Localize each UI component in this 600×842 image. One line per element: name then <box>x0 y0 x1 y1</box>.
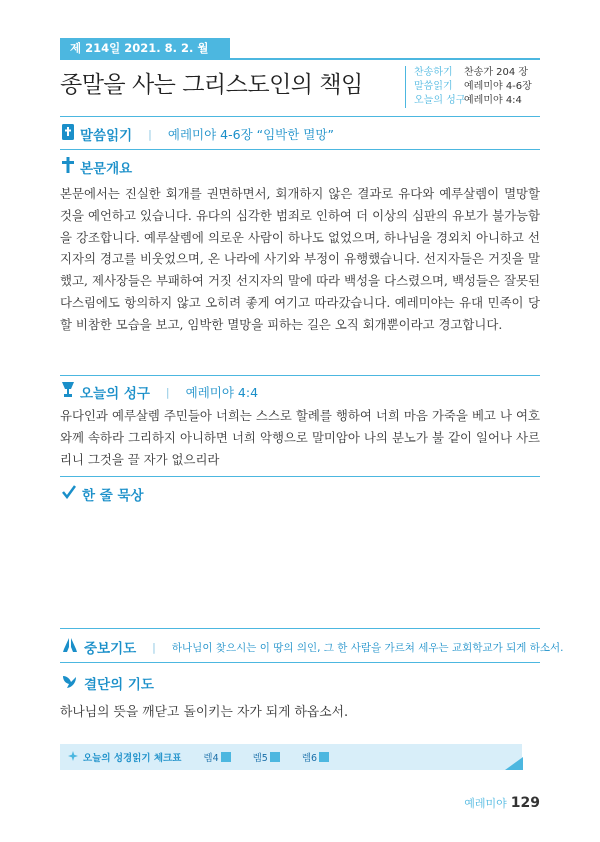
verse-text: 유다인과 예루살렘 주민들아 너희는 스스로 할례를 행하여 너희 마음 가죽을 베고 나 여호와께 속하라 그리하지 아니하면 너희 악행으로 말미암아 나의 분노가 불 같이 일어나 사르리니 그것을 끌 자가 없으리라 <box>60 408 540 467</box>
bible-icon <box>62 124 74 144</box>
header-rule <box>60 58 540 60</box>
checklist-item-label: 렘5 <box>252 753 268 764</box>
checklist-item[interactable] <box>302 750 329 764</box>
decision-heading <box>62 673 154 693</box>
checklist-item[interactable] <box>253 750 280 764</box>
diamond-icon <box>68 751 78 764</box>
checklist-label: 오늘의 성경읽기 체크표 <box>83 753 182 764</box>
meta-row-verse <box>414 94 554 108</box>
summary-heading <box>62 157 132 177</box>
verse-label: 오늘의 성구 <box>80 386 150 402</box>
checkbox[interactable] <box>319 752 329 762</box>
checklist-item[interactable] <box>203 750 230 764</box>
reading-label: 말씀읽기 <box>80 128 133 144</box>
meditation-heading <box>62 484 144 504</box>
meta-panel <box>405 66 554 108</box>
checklist-item-label: 렘4 <box>203 753 219 764</box>
section-rule <box>60 662 540 663</box>
reading-reference: 예레미야 4-6장 “임박한 멸망” <box>167 127 334 142</box>
meditation-label: 한 줄 묵상 <box>82 488 144 504</box>
meta-key: 말씀읽기 <box>414 81 453 92</box>
decision-label: 결단의 기도 <box>84 677 154 693</box>
page-title: 종말을 사는 그리스도인의 책임 <box>60 72 363 98</box>
date-label: 제 214일 2021. 8. 2. 월 <box>60 38 230 58</box>
intercession-heading <box>62 637 563 657</box>
verse-heading <box>62 382 258 402</box>
meta-row-hymn <box>414 66 554 80</box>
dove-icon <box>62 673 78 693</box>
meta-row-reading <box>414 80 554 94</box>
meta-key: 찬송하기 <box>414 67 453 78</box>
divider: | <box>152 640 156 654</box>
summary-text: 본문에서는 진실한 회개를 권면하면서, 회개하지 않은 결과로 유다와 예루살렘이 멸망할 것을 예언하고 있습니다. 유다의 심각한 범죄로 인하여 더 이상의 심판의 유보가 불가능함을 강조합니다. 예루살렘에 의로운 사람이 하나도 없었으며, 하나님을 경외치 아니하고 선지자의 경고를 비웃었으며, 온 나라에 사기와 부정이 유행했습니다. 선지자들은 거짓을 말했고, 제사장들은 부패하여 거짓 선지자의 말에 따라 백성을 다스렸으며, 백성들은 잘못된 다스림에도 항의하지 않고 오히려 좋게 여기고 따라갔습니다. 예레미야는 유대 민족이 당할 비참한 모습을 보고, 임박한 멸망을 피하는 길은 오직 회개뿐이라고 경고합니다. <box>60 186 540 332</box>
footer-book: 예레미야 <box>464 797 507 810</box>
checkbox[interactable] <box>270 752 280 762</box>
decision-text: 하나님의 뜻을 깨닫고 돌이키는 자가 되게 하옵소서. <box>60 705 349 720</box>
divider: | <box>165 385 170 399</box>
divider: | <box>148 127 152 141</box>
page-number: 129 <box>510 795 540 811</box>
chalice-icon <box>62 382 74 402</box>
praying-hands-icon <box>62 637 78 657</box>
meta-key: 오늘의 성구 <box>414 95 466 106</box>
checklist-bar <box>60 744 522 770</box>
check-icon <box>62 485 76 503</box>
intercession-label: 중보기도 <box>84 641 137 657</box>
page-footer <box>464 795 540 811</box>
section-rule <box>60 476 540 477</box>
reading-heading <box>62 124 334 144</box>
intercession-text: 하나님이 찾으시는 이 땅의 의인, 그 한 사람을 가르쳐 세우는 교회학교가 되게 하소서. <box>171 641 564 654</box>
cross-icon <box>62 157 74 177</box>
meta-value: 찬송가 204 장 <box>464 67 529 78</box>
checklist-item-label: 렘6 <box>301 753 318 764</box>
corner-decoration <box>505 757 523 770</box>
section-rule <box>60 375 540 376</box>
verse-reference: 예레미야 4:4 <box>185 385 259 400</box>
section-rule <box>60 628 540 629</box>
checkbox[interactable] <box>221 752 231 762</box>
summary-label: 본문개요 <box>80 161 133 177</box>
section-rule <box>60 149 540 150</box>
meta-value: 예레미야 4:4 <box>464 95 522 106</box>
meta-value: 예레미야 4-6장 <box>464 81 532 92</box>
section-rule <box>60 116 540 117</box>
